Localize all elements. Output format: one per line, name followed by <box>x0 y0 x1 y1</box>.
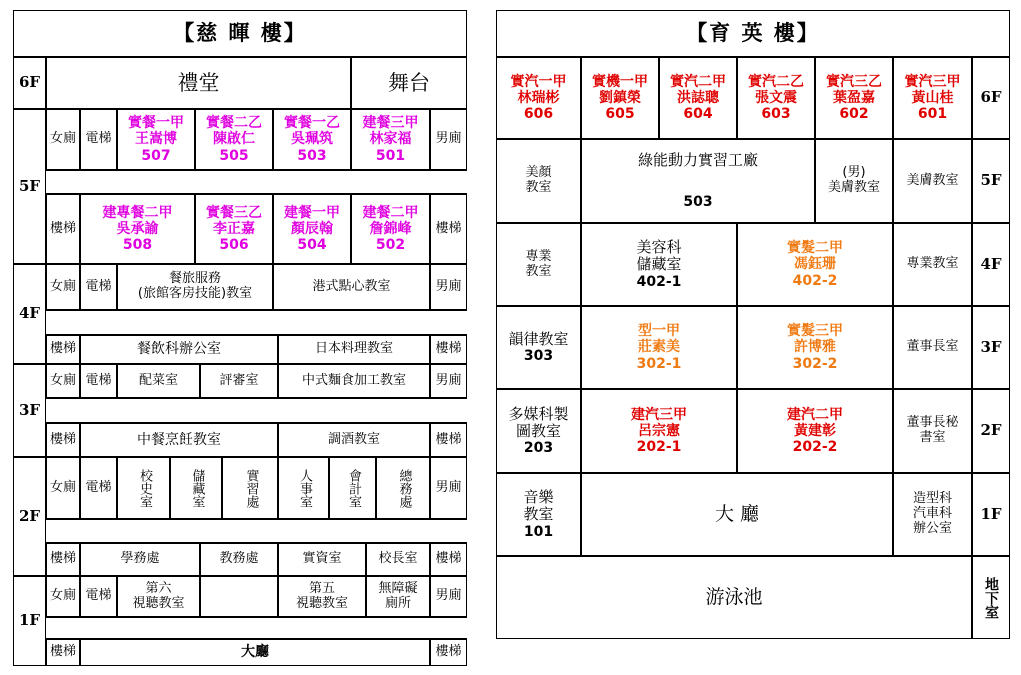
classroom-601 <box>893 57 972 139</box>
classroom-605 <box>581 57 659 139</box>
class-name: 實餐一乙 <box>284 115 340 132</box>
left-floor-label-6f: 6F <box>13 57 46 109</box>
class-name: 實汽一甲 <box>510 73 567 90</box>
stairs: 樓梯 <box>46 639 80 666</box>
room-label: 校史室 <box>136 468 152 508</box>
class-name: 型一甲 <box>638 323 680 340</box>
room-label: 美容科 儲藏室 <box>636 238 682 274</box>
right-floor-label-2f: 2F <box>972 389 1010 473</box>
room-number: 604 <box>683 106 713 123</box>
left-floor-label-5f: 5F <box>13 109 46 264</box>
room-label: 儲藏室 <box>189 468 205 508</box>
chinese-noodle-classroom: 中式麵食加工教室 <box>278 364 430 398</box>
classroom-501 <box>351 109 430 170</box>
class-name: 建汽三甲 <box>631 406 687 423</box>
teacher-name: 洪誌聰 <box>677 89 719 106</box>
stairs: 樓梯 <box>46 423 80 457</box>
green-energy-workshop <box>581 139 815 223</box>
side-dish-room: 配菜室 <box>117 364 200 398</box>
styling-auto-office: 造型科 汽車科 辦公室 <box>893 473 972 556</box>
classroom-505 <box>195 109 273 170</box>
class-name: 實髮二甲 <box>787 240 843 257</box>
professional-classroom: 專業教室 <box>893 223 972 306</box>
teacher-name: 林家福 <box>369 131 412 148</box>
bartending-classroom: 調酒教室 <box>278 423 430 457</box>
teacher-name: 詹錦峰 <box>369 220 412 237</box>
class-name: 建餐二甲 <box>362 204 419 221</box>
class-name: 實汽三乙 <box>826 73 882 90</box>
classroom-504 <box>273 194 351 264</box>
class-name: 建餐三甲 <box>362 115 419 132</box>
right-floor-label-4f: 4F <box>972 223 1010 306</box>
classroom-604 <box>659 57 737 139</box>
room-number: 601 <box>917 106 948 123</box>
class-name: 實汽三甲 <box>904 73 961 90</box>
room-label: 音樂 教室 <box>523 488 554 524</box>
left-building-title: 【慈 暉 樓】 <box>13 10 467 57</box>
student-affairs-office: 學務處 <box>80 543 200 576</box>
professional-classroom: 專業 教室 <box>496 223 581 306</box>
storage-room <box>170 457 222 519</box>
right-floor-label-basement <box>972 556 1010 639</box>
classroom-202-2 <box>737 389 893 473</box>
internship-office <box>222 457 278 519</box>
room-label: 地下室 <box>983 576 1000 619</box>
stairs: 樓梯 <box>46 335 80 364</box>
chinese-cooking-classroom: 中餐烹飪教室 <box>80 423 278 457</box>
room-label: 會計室 <box>345 468 361 508</box>
room-label: 總務處 <box>396 468 412 508</box>
elevator: 電梯 <box>80 264 117 310</box>
right-floor-label-6f: 6F <box>972 57 1010 139</box>
swimming-pool: 游泳池 <box>496 556 972 639</box>
class-name: 實餐三乙 <box>206 204 262 221</box>
room-label: 綠能動力實習工廠 <box>637 151 758 170</box>
teacher-name: 陳啟仁 <box>213 131 255 148</box>
stairs: 樓梯 <box>46 194 80 264</box>
classroom-302-1 <box>581 306 737 389</box>
lobby: 大廳 <box>80 639 430 666</box>
restroom-men: 男廁 <box>430 264 467 310</box>
class-name: 實餐一甲 <box>128 115 184 132</box>
mens-skincare-classroom: (男) 美膚教室 <box>815 139 893 223</box>
class-name: 實汽二乙 <box>748 73 804 90</box>
class-name: 實餐二乙 <box>206 115 262 132</box>
av-classroom-5: 第五 視聽教室 <box>278 576 366 617</box>
restroom-women: 女廁 <box>46 457 80 519</box>
catering-office: 餐飲科辦公室 <box>80 335 278 364</box>
class-name: 實汽二甲 <box>670 73 726 90</box>
classroom-603 <box>737 57 815 139</box>
class-name: 建餐一甲 <box>284 204 340 221</box>
class-name: 實髮三甲 <box>787 323 843 340</box>
teacher-name: 葉盈嘉 <box>833 89 875 106</box>
empty-room <box>200 576 278 617</box>
teacher-name: 黃建彰 <box>794 422 836 439</box>
room-number: 302-2 <box>792 355 838 372</box>
classroom-507 <box>117 109 195 170</box>
stairs: 樓梯 <box>430 543 467 576</box>
room-number: 302-1 <box>636 355 682 372</box>
teacher-name: 吳珮筑 <box>291 131 333 148</box>
room-number: 202-1 <box>636 439 682 456</box>
restroom-men: 男廁 <box>430 109 467 170</box>
room-label: 韻律教室 <box>508 329 569 348</box>
room-number: 507 <box>141 147 171 164</box>
room-label: 實習處 <box>243 468 259 508</box>
room-label: 多媒科製 圖教室 <box>508 404 569 440</box>
room-number: 501 <box>375 147 406 164</box>
corridor <box>46 398 467 423</box>
skincare-classroom: 美膚教室 <box>893 139 972 223</box>
teacher-name: 顏辰翰 <box>291 220 333 237</box>
principal-office: 校長室 <box>366 543 430 576</box>
stairs: 樓梯 <box>46 543 80 576</box>
stairs: 樓梯 <box>430 639 467 666</box>
room-number: 402-2 <box>792 272 838 289</box>
room-number: 504 <box>297 237 327 254</box>
corridor <box>46 617 467 639</box>
teacher-name: 林瑞彬 <box>517 89 560 106</box>
restroom-men: 男廁 <box>430 364 467 398</box>
classroom-202-1 <box>581 389 737 473</box>
stairs: 樓梯 <box>430 423 467 457</box>
room-number: 603 <box>761 106 791 123</box>
classroom-402-2 <box>737 223 893 306</box>
restroom-men: 男廁 <box>430 457 467 519</box>
corridor <box>46 170 467 194</box>
room-number: 605 <box>605 106 635 123</box>
restroom-men: 男廁 <box>430 576 467 617</box>
classroom-302-2 <box>737 306 893 389</box>
chairman-office: 董事長室 <box>893 306 972 389</box>
classroom-506 <box>195 194 273 264</box>
classroom-503 <box>273 109 351 170</box>
music-classroom <box>496 473 581 556</box>
general-affairs-office <box>376 457 430 519</box>
room-number: 202-2 <box>792 439 838 456</box>
teacher-name: 莊素美 <box>638 339 680 356</box>
teacher-name: 許博雅 <box>794 339 836 356</box>
teacher-name: 張文震 <box>755 89 797 106</box>
restroom-women: 女廁 <box>46 576 80 617</box>
elevator: 電梯 <box>80 576 117 617</box>
teacher-name: 李正嘉 <box>213 220 255 237</box>
classroom-606 <box>496 57 581 139</box>
av-classroom-6: 第六 視聽教室 <box>117 576 200 617</box>
right-floor-label-1f: 1F <box>972 473 1010 556</box>
room-number: 303 <box>523 348 554 365</box>
room-number: 602 <box>839 106 869 123</box>
left-floor-label-4f: 4F <box>13 264 46 364</box>
chairman-secretary-office: 董事長秘 書室 <box>893 389 972 473</box>
class-name: 建汽二甲 <box>787 406 843 423</box>
resource-room: 實資室 <box>278 543 366 576</box>
classroom-602 <box>815 57 893 139</box>
teacher-name: 黃山桂 <box>911 89 954 106</box>
room-label: 人事室 <box>296 468 312 508</box>
accessible-restroom: 無障礙 廁所 <box>366 576 430 617</box>
class-name: 實機一甲 <box>592 73 648 90</box>
stairs: 樓梯 <box>430 335 467 364</box>
personnel-office <box>278 457 329 519</box>
academic-affairs-office: 教務處 <box>200 543 278 576</box>
restroom-women: 女廁 <box>46 364 80 398</box>
room-number: 508 <box>122 237 153 254</box>
restroom-women: 女廁 <box>46 264 80 310</box>
left-floor-label-3f: 3F <box>13 364 46 457</box>
multimedia-drafting-classroom <box>496 389 581 473</box>
japanese-cuisine-classroom: 日本料理教室 <box>278 335 430 364</box>
teacher-name: 呂宗憲 <box>638 422 680 439</box>
cosmetology-storage <box>581 223 737 306</box>
room-number: 606 <box>523 106 554 123</box>
judging-room: 評審室 <box>200 364 278 398</box>
lobby: 大 廳 <box>581 473 893 556</box>
auditorium: 禮堂 <box>46 57 351 109</box>
teacher-name: 王嵩博 <box>135 131 177 148</box>
room-number: 203 <box>523 440 554 457</box>
teacher-name: 馮鈺珊 <box>794 256 836 273</box>
accounting-office <box>329 457 376 519</box>
right-floor-label-3f: 3F <box>972 306 1010 389</box>
dim-sum-classroom: 港式點心教室 <box>273 264 430 310</box>
restroom-women: 女廁 <box>46 109 80 170</box>
beauty-classroom: 美顏 教室 <box>496 139 581 223</box>
classroom-508 <box>80 194 195 264</box>
hospitality-service-classroom: 餐旅服務 (旅館客房技能)教室 <box>117 264 273 310</box>
stage: 舞台 <box>351 57 467 109</box>
corridor <box>46 310 467 335</box>
room-number: 503 <box>683 193 713 210</box>
teacher-name: 吳承諭 <box>116 220 159 237</box>
classroom-502 <box>351 194 430 264</box>
teacher-name: 劉鎮榮 <box>599 89 641 106</box>
left-floor-label-1f: 1F <box>13 576 46 666</box>
class-name: 建專餐二甲 <box>102 204 173 221</box>
room-number: 402-1 <box>636 273 682 290</box>
corridor <box>46 519 467 543</box>
school-history-room <box>117 457 170 519</box>
elevator: 電梯 <box>80 364 117 398</box>
right-building-title: 【育 英 樓】 <box>496 10 1010 57</box>
right-floor-label-5f: 5F <box>972 139 1010 223</box>
elevator: 電梯 <box>80 109 117 170</box>
stairs: 樓梯 <box>430 194 467 264</box>
rhythm-classroom <box>496 306 581 389</box>
elevator: 電梯 <box>80 457 117 519</box>
room-number: 101 <box>523 523 554 540</box>
left-floor-label-2f: 2F <box>13 457 46 576</box>
room-number: 503 <box>297 147 327 164</box>
room-number: 506 <box>219 237 249 254</box>
room-number: 505 <box>219 147 249 164</box>
room-number: 502 <box>375 237 406 254</box>
